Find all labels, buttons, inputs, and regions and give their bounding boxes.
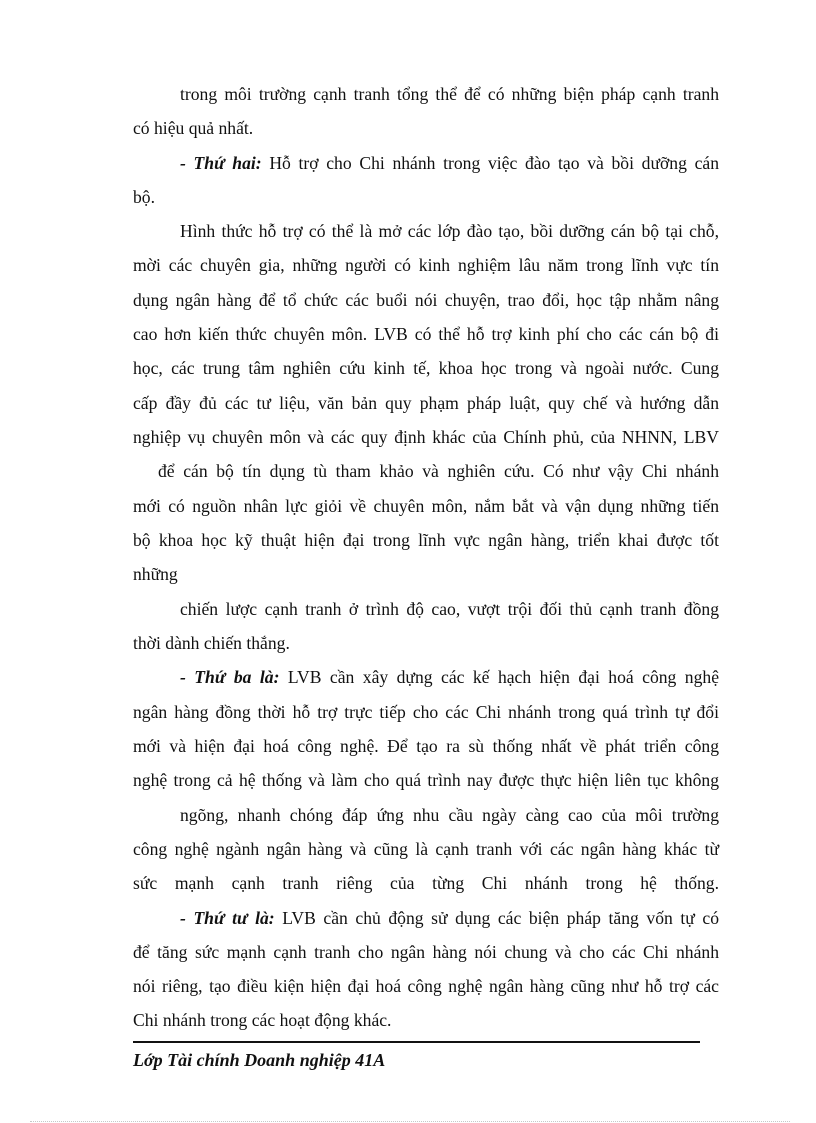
paragraph-line [133,562,178,586]
line-text: nghệ trong cả hệ thống và làm cho quá trình nay được thực hiện liên tục không [133,770,719,790]
line-text: mới có nguồn nhân lực giỏi về chuyên môn, nắm bắt và vận dụng những tiến [133,496,719,516]
line-text: có hiệu quả nhất. [133,118,254,138]
paragraph-line [133,391,719,415]
line-text: cấp đầy đủ các tư liệu, văn bản quy phạm pháp luật, quy chế và hướng dẫn [133,393,719,413]
line-text: Hỗ trợ cho Chi nhánh trong việc đào tạo và bồi dưỡng cán [261,153,719,173]
paragraph-line [133,253,719,277]
line-text: ngõng, nhanh chóng đáp ứng nhu cầu ngày càng cao của môi trường [180,805,719,825]
line-text: chiến lược cạnh tranh ở trình độ cao, vượt trội đối thủ cạnh tranh đồng [180,599,719,619]
line-text: ngân hàng đồng thời hỗ trợ trực tiếp cho các Chi nhánh trong quá trình tự đổi [133,702,719,722]
paragraph-line [133,322,719,346]
paragraph-line [180,597,719,621]
line-text: LVB cần xây dựng các kế hạch hiện đại hoá công nghệ [279,667,720,687]
section-lead: - Thứ hai: [180,153,262,173]
paragraph-line [133,288,719,312]
section-lead: - Thứ tư là: [180,908,275,928]
paragraph-line [133,837,719,861]
line-text: thời dành chiến thắng. [133,633,290,653]
line-text: mới và hiện đại hoá công nghệ. Để tạo ra sù thống nhất về phát triển công [133,736,719,756]
footer-divider [133,1041,700,1043]
page-bottom-dotted-border [30,1121,790,1122]
paragraph-line [133,356,719,380]
paragraph-line [180,803,719,827]
line-text: LVB cần chủ động sử dụng các biện pháp tăng vốn tự có [274,908,719,928]
line-text: để tăng sức mạnh cạnh tranh cho ngân hàng nói chung và cho các Chi nhánh [133,942,719,962]
line-text: công nghệ ngành ngân hàng và cũng là cạnh tranh với các ngân hàng khác từ [133,839,719,859]
line-text: dụng ngân hàng để tổ chức các buổi nói chuyện, trao đổi, học tập nhằm nâng [133,290,719,310]
paragraph-line [133,185,155,209]
paragraph-line [133,700,719,724]
section-lead: - Thứ ba là: [180,667,280,687]
line-text: những [133,564,178,584]
paragraph-line [158,459,719,483]
line-text: nói riêng, tạo điều kiện hiện đại hoá công nghệ ngân hàng cũng như hỗ trợ các [133,976,719,996]
paragraph-line [180,82,719,106]
paragraph-line [133,116,253,140]
line-text: Chi nhánh trong các hoạt động khác. [133,1010,392,1030]
line-text: trong môi trường cạnh tranh tổng thể để có những biện pháp cạnh tranh [180,84,719,104]
paragraph-line [133,425,719,449]
line-text: học, các trung tâm nghiên cứu kinh tế, khoa học trong và ngoài nước. Cung [133,358,719,378]
paragraph-line [133,1008,391,1032]
paragraph-line [133,974,719,998]
line-text: sức mạnh cạnh tranh riêng của từng Chi nhánh trong hệ thống. [133,873,719,893]
paragraph-line [133,494,719,518]
line-text: bộ. [133,187,155,207]
line-text: cao hơn kiến thức chuyên môn. LVB có thể hỗ trợ kinh phí cho các cán bộ đi [133,324,719,344]
line-text: để cán bộ tín dụng tù tham khảo và nghiên cứu. Có như vậy Chi nhánh [158,461,719,481]
paragraph-line [180,906,719,930]
paragraph-line [133,871,719,895]
footer-class-label: Lớp Tài chính Doanh nghiệp 41A [133,1050,386,1070]
line-text: mời các chuyên gia, những người có kinh nghiệm lâu năm trong lĩnh vực tín [133,255,719,275]
paragraph-line [133,631,290,655]
line-text: Hình thức hỗ trợ có thể là mở các lớp đào tạo, bồi dưỡng cán bộ tại chỗ, [180,221,719,241]
paragraph-line [133,528,719,552]
paragraph-line [180,665,719,689]
line-text: nghiệp vụ chuyên môn và các quy định khác của Chính phủ, của NHNN, LBV [133,427,719,447]
paragraph-line [133,940,719,964]
paragraph-line [180,151,719,175]
line-text: bộ khoa học kỹ thuật hiện đại trong lĩnh vực ngân hàng, triển khai được tốt [133,530,719,550]
paragraph-line [133,734,719,758]
paragraph-line [133,768,719,792]
paragraph-line [180,219,719,243]
